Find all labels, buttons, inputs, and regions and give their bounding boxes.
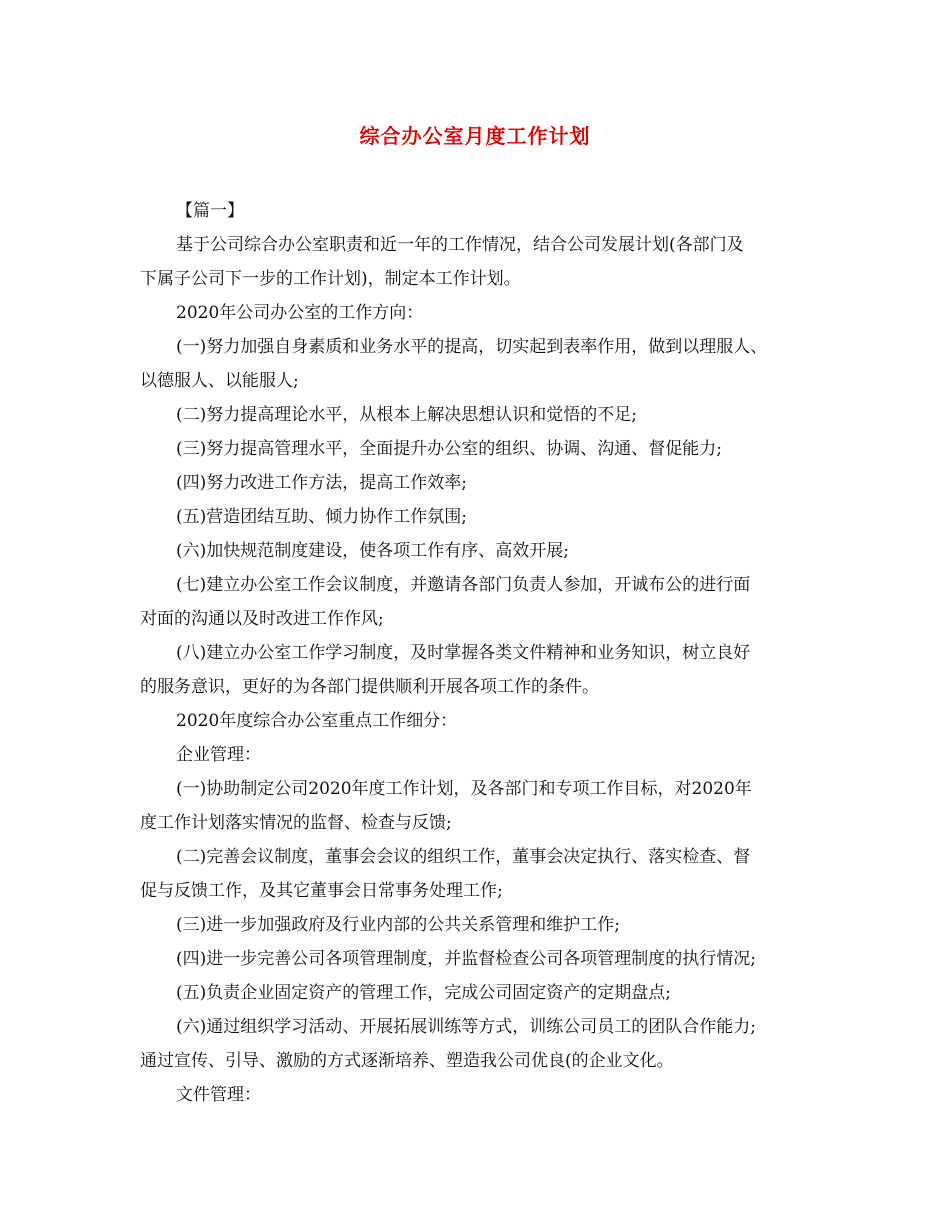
paragraph-line: 度工作计划落实情况的监督、检查与反馈; <box>140 813 452 833</box>
paragraph-line: (八)建立办公室工作学习制度，及时掌握各类文件精神和业务知识，树立良好 <box>176 643 751 663</box>
document-body <box>140 194 820 1112</box>
paragraph-line: 促与反馈工作，及其它董事会日常事务处理工作; <box>140 881 503 901</box>
paragraph-line: (三)进一步加强政府及行业内部的公共关系管理和维护工作; <box>176 915 620 935</box>
paragraph-line: (三)努力提高管理水平，全面提升办公室的组织、协调、沟通、督促能力; <box>176 439 722 459</box>
paragraph-line: 下属子公司下一步的工作计划)，制定本工作计划。 <box>140 269 521 289</box>
paragraph-line: 【篇一】 <box>176 201 244 221</box>
paragraph-line: (六)加快规范制度建设，使各项工作有序、高效开展; <box>176 541 569 561</box>
paragraph-line: (五)负责企业固定资产的管理工作，完成公司固定资产的定期盘点; <box>176 983 671 1003</box>
paragraph-line: 以德服人、以能服人; <box>140 371 299 391</box>
paragraph-line: (四)进一步完善公司各项管理制度，并监督检查公司各项管理制度的执行情况; <box>176 949 756 969</box>
paragraph-line: (一)努力加强自身素质和业务水平的提高，切实起到表率作用，做到以理服人、 <box>176 337 768 357</box>
paragraph-line: 基于公司综合办公室职责和近一年的工作情况，结合公司发展计划(各部门及 <box>176 235 744 255</box>
paragraph-line: 通过宣传、引导、激励的方式逐渐培养、塑造我公司优良(的企业文化。 <box>140 1051 674 1071</box>
paragraph-line: (六)通过组织学习活动、开展拓展训练等方式，训练公司员工的团队合作能力; <box>176 1017 756 1037</box>
paragraph-line: 2020年度综合办公室重点工作细分： <box>176 711 458 731</box>
paragraph-line: 对面的沟通以及时改进工作作风; <box>140 609 384 629</box>
document-title: 综合办公室月度工作计划 <box>359 124 591 148</box>
paragraph-line: (二)努力提高理论水平，从根本上解决思想认识和觉悟的不足; <box>176 405 637 425</box>
paragraph-line: 2020年公司办公室的工作方向： <box>176 303 424 323</box>
paragraph-line: 的服务意识，更好的为各部门提供顺利开展各项工作的条件。 <box>140 677 599 697</box>
paragraph-line: 文件管理： <box>176 1085 261 1105</box>
paragraph-line: (七)建立办公室工作会议制度，并邀请各部门负责人参加，开诚布公的进行面 <box>176 575 751 595</box>
paragraph-line: 企业管理： <box>176 745 261 765</box>
paragraph-line: (一)协助制定公司2020年度工作计划，及各部门和专项工作目标，对2020年 <box>176 779 752 799</box>
paragraph-line: (二)完善会议制度，董事会会议的组织工作，董事会决定执行、落实检查、督 <box>176 847 751 867</box>
paragraph-line: (四)努力改进工作方法，提高工作效率; <box>176 473 467 493</box>
paragraph-line: (五)营造团结互助、倾力协作工作氛围; <box>176 507 467 527</box>
